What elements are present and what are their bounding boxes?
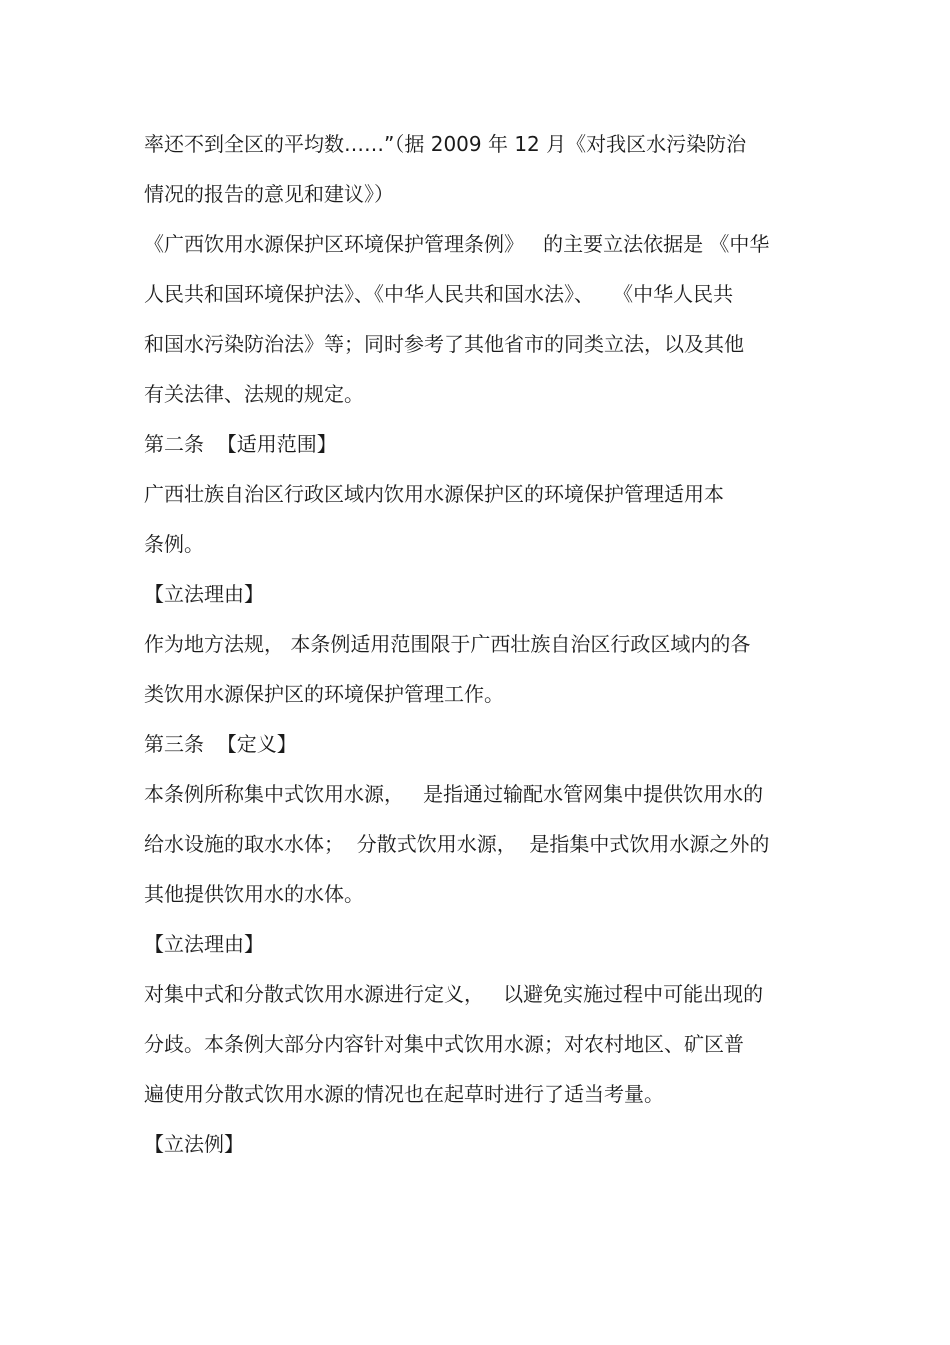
text-line: 本条例所称集中式饮用水源， 是指通过输配水管网集中提供饮用水的 [144,782,764,806]
text-line: 和国水污染防治法》等；同时参考了其他省市的同类立法，以及其他 [144,332,744,356]
text-line: 对集中式和分散式饮用水源进行定义， 以避免实施过程中可能出现的 [144,982,764,1006]
text-line: 情况的报告的意见和建议》） [144,182,394,206]
text-line: 《广西饮用水源保护区环境保护管理条例》 的主要立法依据是 《中华 [144,232,770,256]
text-line: 其他提供饮用水的水体。 [144,882,364,906]
section-heading: 【立法理由】 [144,932,264,956]
text-line: 条例。 [144,532,204,556]
section-heading: 【立法理由】 [144,582,264,606]
text-line: 广西壮族自治区行政区域内饮用水源保护区的环境保护管理适用本 [144,482,724,506]
text-line: 有关法律、法规的规定。 [144,382,364,406]
text-line: 作为地方法规， 本条例适用范围限于广西壮族自治区行政区域内的各 [144,632,751,656]
text-line: 给水设施的取水水体； 分散式饮用水源， 是指集中式饮用水源之外的 [144,832,770,856]
article-heading: 第二条 【适用范围】 [144,432,337,456]
text-line: 遍使用分散式饮用水源的情况也在起草时进行了适当考量。 [144,1082,664,1106]
text-line: 率还不到全区的平均数……”（据 2009 年 12 月《对我区水污染防治 [144,132,747,156]
text-line: 分歧。本条例大部分内容针对集中式饮用水源；对农村地区、矿区普 [144,1032,744,1056]
text-line: 类饮用水源保护区的环境保护管理工作。 [144,682,504,706]
text-line: 人民共和国环境保护法》、《中华人民共和国水法》、 《中华人民共 [144,282,734,306]
article-heading: 第三条 【定义】 [144,732,297,756]
section-heading: 【立法例】 [144,1132,244,1156]
